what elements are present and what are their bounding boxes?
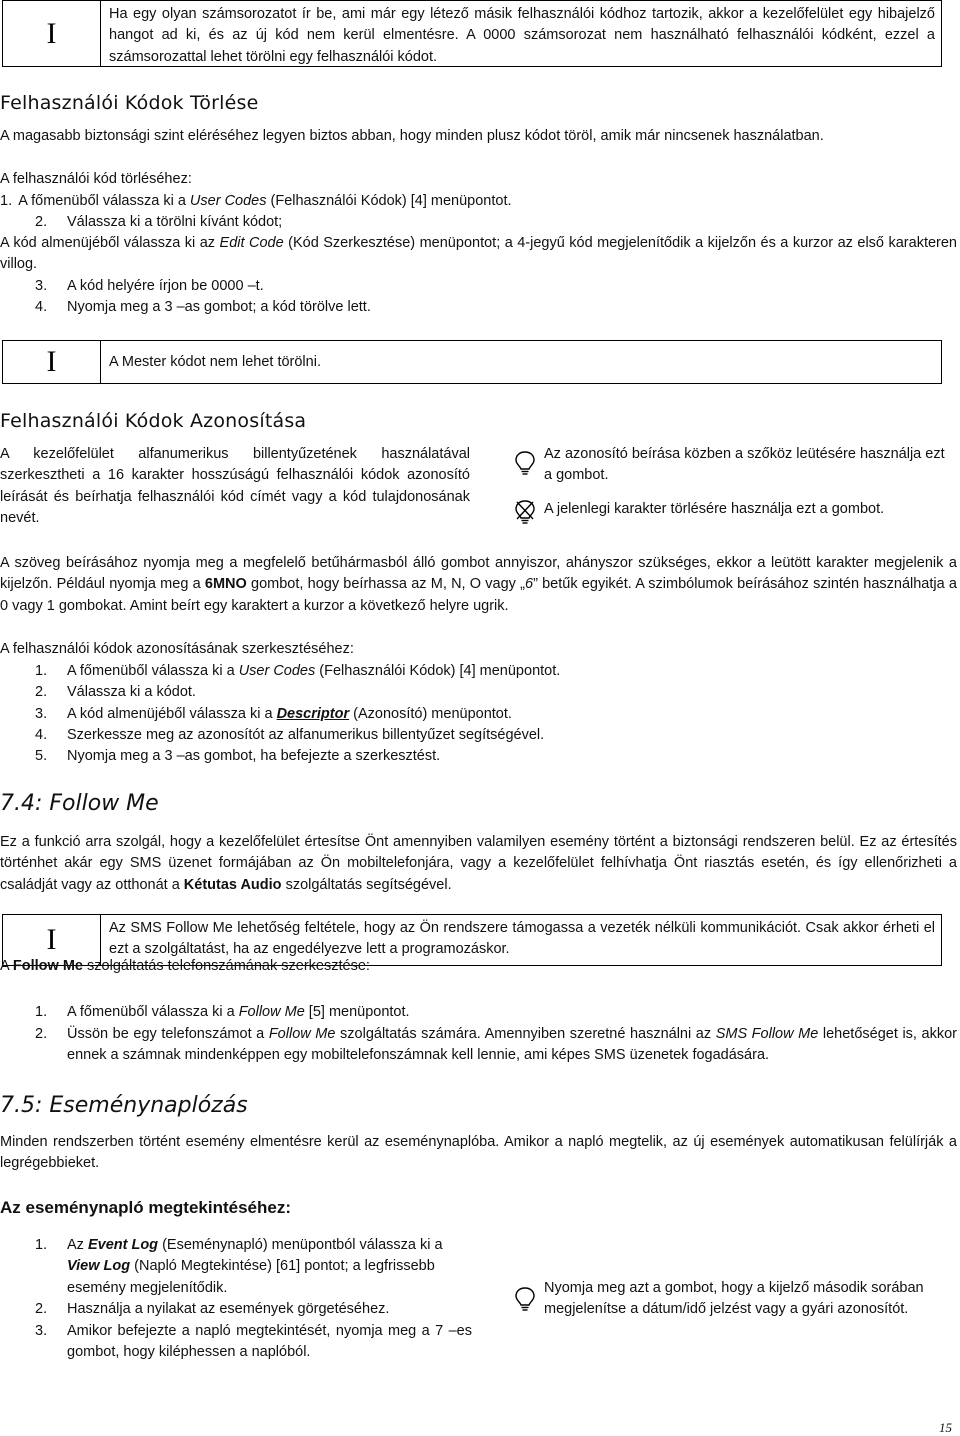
info-icon [3, 341, 101, 383]
list-item [35, 746, 440, 767]
step-number: 2. [35, 1026, 48, 1042]
note-box [2, 340, 942, 384]
list-item [67, 1024, 957, 1067]
step-text: Nyomja meg a 3 –as gombot; a kód törölve lett. [67, 299, 371, 315]
step-text: (Felhasználói Kódok) [4] menüpontot. [315, 663, 561, 679]
steps-title: A felhasználói kód törléséhez: [0, 171, 192, 187]
list-item [0, 191, 512, 212]
lightbulb-crossed-icon [514, 499, 536, 525]
text: szolgáltatás telefonszámának szerkesztése: [83, 958, 370, 974]
menu-name: User Codes [238, 663, 316, 679]
page-number: 15 [939, 1420, 952, 1435]
lightbulb-icon [514, 1286, 536, 1312]
text: (Kód Szerkesztése) menüpontot; a 4-jegyű kód megjelenítődik a kijelzőn és a kurzor az első karakteren villog. [0, 235, 957, 273]
text: A szöveg beírásához nyomja meg a megfelelő betűhármasból álló gombot annyiszor, ahányszor szükséges, ekkor a leütött karakter megjelenik a kijelzőn. Például nyomja meg a [0, 555, 957, 593]
step-text: Válassza ki a törölni kívánt kódot; [67, 214, 283, 230]
text: ” betűk egyikét. A szimbólumok beírásához szintén használhatja a 0 vagy 1 gombokat. Amint beírt egy karaktert a kurzor a következő helyre ugrik. [0, 576, 957, 614]
step-text: Az [67, 1237, 88, 1253]
step-number: 4. [35, 299, 48, 315]
menu-name: View Log [67, 1258, 131, 1275]
menu-name: Descriptor [276, 706, 350, 722]
list-item [35, 725, 544, 746]
paragraph [0, 233, 957, 276]
info-icon-glyph: I [46, 923, 57, 956]
step-text: (Azonosító) menüpontot. [349, 706, 512, 722]
tip-text: A jelenlegi karakter törlésére használja ezt a gombot. [544, 501, 885, 517]
list-item [35, 661, 560, 682]
step-number: 1. [35, 1004, 48, 1020]
step-number: 3. [35, 278, 48, 294]
step-text: A főmenüből válassza ki a [18, 193, 190, 209]
list-item [35, 1002, 410, 1023]
section-heading: Felhasználói Kódok Azonosítása [0, 410, 307, 432]
text: Ez a funkció arra szolgál, hogy a kezelőfelület értesítse Önt amennyiben valamilyen esemény történt a biztonsági rendszeren belül. Ez az értesítés történhet akár egy SMS üzenet formájában az Ön mobiltelefonjára, vagy a kezelőfelület felhívhatja Önt riasztás esetén, és így ellenőrizheti a családját vagy az otthonát a [0, 834, 957, 893]
step-text: (Felhasználói Kódok) [4] menüpontot. [266, 193, 512, 209]
info-icon-glyph: I [46, 345, 57, 378]
step-number: 1. [0, 193, 13, 209]
step-text: Használja a nyilakat az események görgetéséhez. [67, 1301, 390, 1317]
step-number: 3. [35, 1323, 48, 1339]
list-item [35, 704, 512, 725]
step-number: 3. [35, 706, 48, 722]
tip-text: Az azonosító beírása közben a szőköz leütésére használja ezt a gombot. [544, 446, 945, 484]
lightbulb-icon [514, 450, 536, 476]
menu-name: User Codes [189, 193, 267, 209]
list-item [35, 212, 282, 233]
list-item: Amikor befejezte a napló megtekintését, nyomja meg a 7 –es gombot, hogy kiléphessen a naplóból. [67, 1323, 472, 1361]
info-icon-glyph: I [46, 16, 57, 50]
step-text: A kód almenüjéből válassza ki a [67, 706, 277, 722]
note-box [2, 0, 942, 67]
step-number: 1. [35, 663, 48, 679]
step-text: Üssön be egy telefonszámot a [67, 1026, 269, 1042]
step-text: Szerkessze meg az azonosítót az alfanumerikus billentyűzet segítségével. [67, 727, 545, 743]
step-text: lehetőséget is, akkor ennek a számnak mindenképpen egy mobiltelefonszámnak kell lennie, ami képes SMS üzenetek fogadására. [67, 1026, 957, 1064]
steps-title [0, 956, 957, 977]
key-name: 6MNO [204, 576, 247, 593]
key-name: 6 [524, 576, 534, 593]
section-heading: 7.5: Eseménynaplózás [0, 1093, 248, 1118]
steps-title: A felhasználói kódok azonosításának szerkesztéséhez: [0, 641, 354, 657]
step-number: 1. [35, 1237, 48, 1253]
list-item [67, 1235, 477, 1299]
paragraph: Minden rendszerben történt esemény elmentésre kerül az eseménynaplóba. Amikor a napló megtelik, az új események automatikusan felülírják a legrégebbieket. [0, 1134, 957, 1172]
info-icon [3, 1, 101, 66]
step-text: A főmenüből válassza ki a [67, 663, 239, 679]
step-number: 4. [35, 727, 48, 743]
paragraph: A magasabb biztonsági szint eléréséhez legyen biztos abban, hogy minden plusz kódot töröl, amik már nincsenek használatban. [0, 128, 824, 144]
note-text: A Mester kódot nem lehet törölni. [109, 354, 321, 370]
text: szolgáltatás segítségével. [281, 876, 452, 893]
step-text: [5] menüpontot. [304, 1004, 410, 1020]
paragraph [0, 832, 957, 896]
text: A kód almenüjéből válassza ki az [0, 235, 220, 251]
text: gombot, hogy beírhassa az M, N, O vagy „ [246, 576, 525, 593]
sub-heading: Az eseménynapló megtekintéséhez: [0, 1198, 291, 1217]
paragraph [0, 553, 957, 617]
step-number: 2. [35, 684, 48, 700]
step-number: 2. [35, 1301, 48, 1317]
step-text: Válassza ki a kódot. [67, 684, 196, 700]
list-item [35, 682, 196, 703]
step-text: A kód helyére írjon be 0000 –t. [67, 278, 264, 294]
paragraph: A kezelőfelület alfanumerikus billentyűzetének használatával szerkesztheti a 16 karakter hosszúságú felhasználói kódok azonosító leírását és beírhatja felhasználói kód címét vagy a kód tulajdonosának nevét. [0, 446, 470, 526]
service-name: Follow Me [12, 958, 83, 974]
step-text: Nyomja meg a 3 –as gombot, ha befejezte a szerkesztést. [67, 748, 441, 764]
list-item [35, 297, 371, 318]
tip-text: Nyomja meg azt a gombot, hogy a kijelző második sorában megjelenítse a dátum/idő jelzést vagy a gyári azonosítót. [544, 1280, 924, 1318]
menu-name: Event Log [87, 1237, 159, 1253]
note-text: Az SMS Follow Me lehetőség feltétele, hogy az Ön rendszere támogassa a vezeték nélküli kommunikációt. Csak akkor érheti el ezt a szolgáltatást, ha az engedélyezve lett a programozáskor. [109, 920, 935, 958]
step-text: A főmenüből válassza ki a [67, 1004, 239, 1020]
service-name: Kétutas Audio [183, 876, 282, 893]
menu-name: Follow Me [238, 1004, 305, 1020]
service-name: SMS Follow Me [715, 1026, 819, 1042]
step-number: 5. [35, 748, 48, 764]
list-item [35, 1299, 389, 1320]
service-name: Follow Me [268, 1026, 336, 1042]
note-text: Ha egy olyan számsorozatot ír be, ami már egy létező másik felhasználói kódhoz tartozik, akkor a kezelőfelület egy hibajelző hangot ad ki, és az új kód nem kerül elmentésre. A 0000 számsorozat nem használható felhasználói kódként, ezzel a számsorozattal lehet törölni egy felhasználói kódot. [109, 6, 935, 65]
menu-name: Edit Code [219, 235, 284, 251]
text: A [0, 958, 13, 974]
step-text: (Eseménynapló) menüpontból válassza ki a [158, 1237, 443, 1253]
list-item [35, 276, 264, 297]
section-heading: 7.4: Follow Me [0, 791, 159, 816]
section-heading: Felhasználói Kódok Törlése [0, 92, 259, 114]
step-number: 2. [35, 214, 48, 230]
step-text: szolgáltatás számára. Amennyiben szeretné használni az [335, 1026, 716, 1042]
step-text: (Napló Megtekintése) [61] pontot; a legfrissebb esemény megjelenítődik. [67, 1258, 435, 1296]
